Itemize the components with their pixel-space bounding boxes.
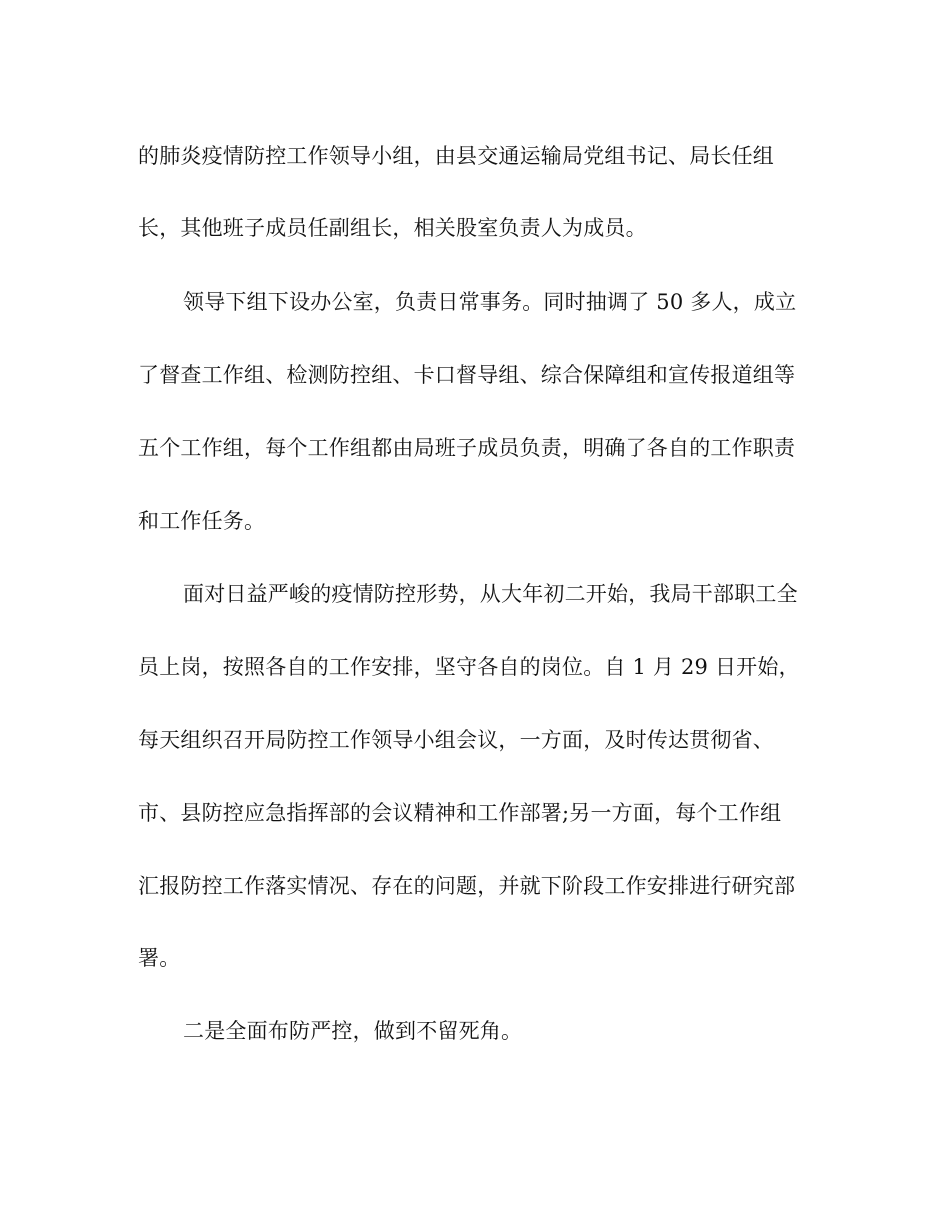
text-line: 汇报防控工作落实情况、存在的问题，并就下阶段工作安排进行研究部 — [138, 874, 796, 898]
text-line: 每天组织召开局防控工作领导小组会议，一方面，及时传达贯彻省、 — [138, 728, 774, 752]
text-line: 五个工作组，每个工作组都由局班子成员负责，明确了各自的工作职责 — [138, 436, 796, 460]
text-line: 市、县防控应急指挥部的会议精神和工作部署;另一方面，每个工作组 — [138, 801, 782, 825]
paragraph-start-line: 面对日益严峻的疫情防控形势，从大年初二开始，我局干部职工全 — [183, 582, 798, 606]
text-line: 署。 — [138, 946, 181, 970]
paragraph-start-line: 领导下组下设办公室，负责日常事务。同时抽调了 50 多人，成立 — [183, 290, 797, 314]
text-line: 长，其他班子成员任副组长，相关股室负责人为成员。 — [138, 216, 647, 240]
paragraph-start-line: 二是全面布防严控，做到不留死角。 — [183, 1019, 523, 1043]
text-line: 了督查工作组、检测防控组、卡口督导组、综合保障组和宣传报道组等 — [138, 363, 796, 387]
text-line: 的肺炎疫情防控工作领导小组，由县交通运输局党组书记、局长任组 — [138, 144, 774, 168]
text-line: 员上岗，按照各自的工作安排，坚守各自的岗位。自 1 月 29 日开始， — [138, 655, 800, 679]
text-line: 和工作任务。 — [138, 509, 266, 533]
